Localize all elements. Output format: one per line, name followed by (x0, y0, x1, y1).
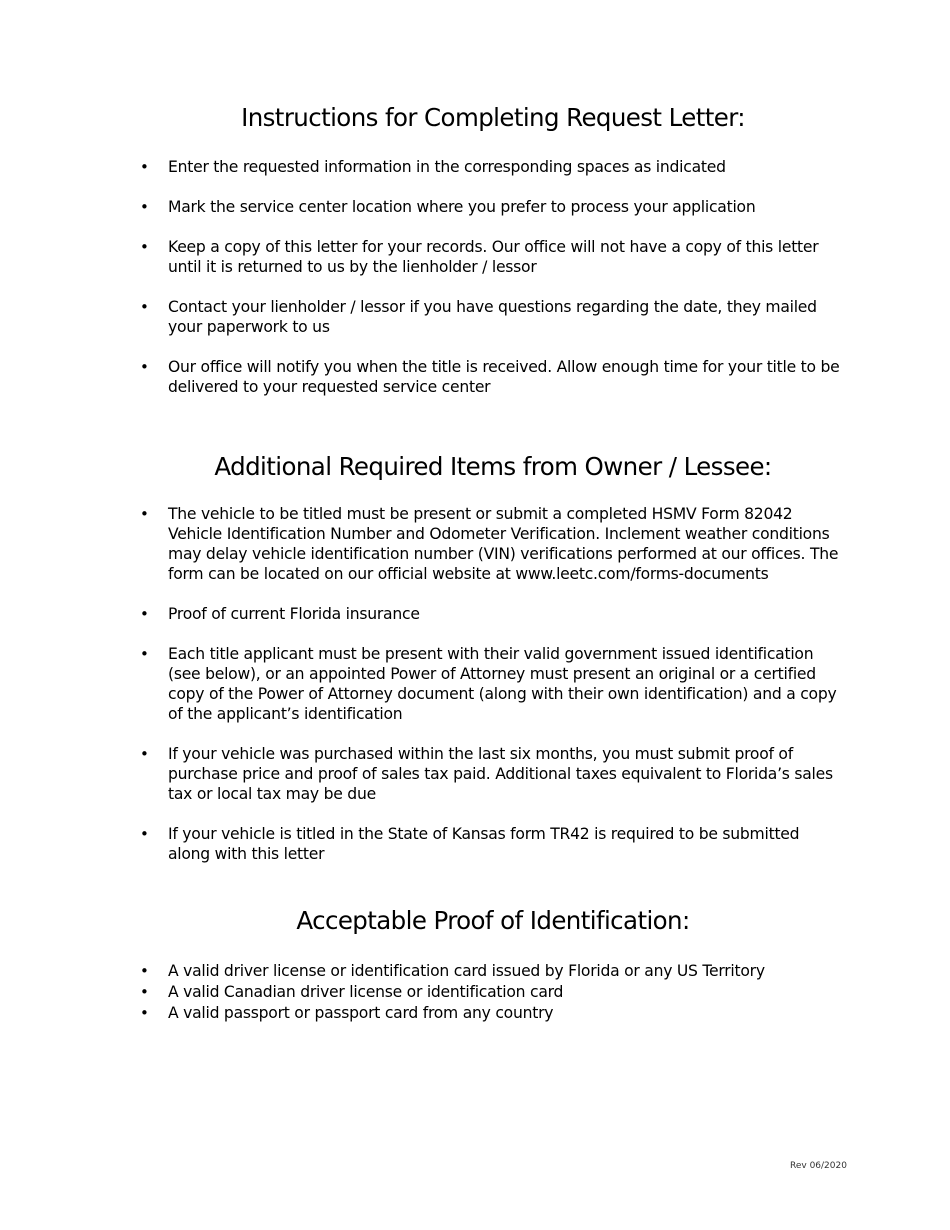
section-title-identification: Acceptable Proof of Identification: (296, 906, 690, 935)
list-item: • Enter the requested information in the corresponding spaces as indicated (0, 157, 844, 177)
additional-items-list (0, 504, 844, 884)
list-item: • A valid driver license or identification card issued by Florida or any US Territory (0, 961, 844, 981)
list-item: • Contact your lienholder / lessor if you have questions regarding the date, they mailed your paperwork to us (0, 297, 844, 337)
section-title-additional-items: Additional Required Items from Owner / Lessee: (214, 452, 772, 481)
list-item: • A valid passport or passport card from any country (0, 1003, 844, 1023)
list-item: • Keep a copy of this letter for your records. Our office will not have a copy of this letter until it is returned to us by the lienholder / lessor (0, 237, 844, 277)
list-item: • The vehicle to be titled must be present or submit a completed HSMV Form 82042 Vehicle Identification Number and Odometer Verification. Inclement weather conditions may delay vehicle identification number (VIN) verifications performed at our offices. The form can be located on our official website at www.leetc.com/forms-documents (0, 504, 844, 584)
list-item: • Mark the service center location where you prefer to process your application (0, 197, 844, 217)
list-item: • Proof of current Florida insurance (0, 604, 844, 624)
list-item: • Our office will notify you when the title is received. Allow enough time for your title to be delivered to your requested service center (0, 357, 844, 397)
instructions-list (0, 157, 844, 417)
list-item: • A valid Canadian driver license or identification card (0, 982, 844, 1002)
list-item: • Each title applicant must be present with their valid government issued identification (see below), or an appointed Power of Attorney must present an original or a certified copy of the Power of Attorney document (along with their own identification) and a copy of the applicant’s identification (0, 644, 844, 724)
section-title-instructions: Instructions for Completing Request Letter: (241, 103, 745, 132)
revision-label: Rev 06/2020 (790, 1161, 847, 1171)
list-item: • If your vehicle is titled in the State of Kansas form TR42 is required to be submitted along with this letter (0, 824, 844, 864)
identification-list (0, 961, 844, 1024)
list-item: • If your vehicle was purchased within the last six months, you must submit proof of purchase price and proof of sales tax paid. Additional taxes equivalent to Florida’s sales tax or local tax may be due (0, 744, 844, 804)
